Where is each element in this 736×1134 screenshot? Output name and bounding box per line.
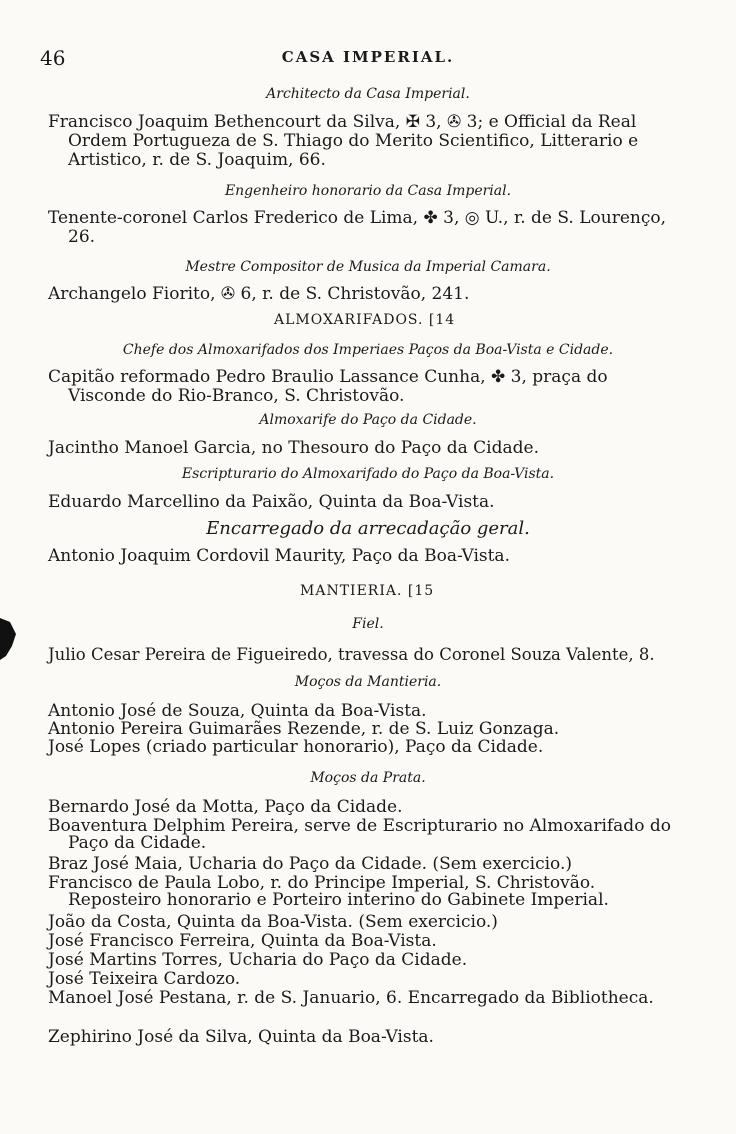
ink-blot-mark (0, 612, 16, 662)
heading-mantieria: MANTIERIA. [15 (300, 583, 435, 599)
entry-encarregado: Antonio Joaquim Cordovil Maurity, Paço da Boa-Vista. (48, 546, 510, 566)
page-number: 46 (40, 46, 66, 70)
section-title-engenheiro: Engenheiro honorario da Casa Imperial. (224, 183, 512, 199)
section-title-fiel: Fiel. (352, 616, 384, 632)
list-item: Boaventura Delphim Pereira, serve de Escripturario no Almoxarifado do Paço da Cidade. (48, 816, 671, 853)
list-item: Francisco de Paula Lobo, r. do Principe Imperial, S. Christovão. Reposteiro honorario e Porteiro interino do Gabinete Imperial. (48, 873, 609, 910)
entry-engenheiro: Tenente-coronel Carlos Frederico de Lima, ✤ 3, ◎ U., r. de S. Lourenço, 26. (48, 208, 667, 247)
heading-almoxarifados: ALMOXARIFADOS. [14 (274, 312, 456, 328)
entry-fiel: Julio Cesar Pereira de Figueiredo, travessa do Coronel Souza Valente, 8. (48, 645, 655, 664)
entry-almoxarife: Jacintho Manoel Garcia, no Thesouro do Paço da Cidade. (48, 438, 539, 458)
list-item: José Lopes (criado particular honorario), Paço da Cidade. (48, 737, 544, 757)
entry-chefe: Capitão reformado Pedro Braulio Lassance Cunha, ✤ 3, praça do Visconde do Rio-Branco, S. Christovão. (48, 367, 608, 406)
section-title-escripturario: Escripturario do Almoxarifado do Paço da Boa-Vista. (181, 466, 555, 482)
section-title-chefe: Chefe dos Almoxarifados dos Imperiaes Paços da Boa-Vista e Cidade. (122, 342, 614, 358)
list-item: Bernardo José da Motta, Paço da Cidade. (48, 797, 403, 817)
section-title-mocos-mantieria: Moços da Mantieria. (294, 674, 442, 690)
entry-mestre: Archangelo Fiorito, ✇ 6, r. de S. Christovão, 241. (48, 284, 470, 304)
list-item: José Teixeira Cardozo. (48, 969, 241, 989)
list-item: Manoel José Pestana, r. de S. Januario, 6. Encarregado da Bibliotheca. (48, 988, 654, 1008)
list-item: Antonio Pereira Guimarães Rezende, r. de S. Luiz Gonzaga. (48, 719, 560, 739)
section-title-mocos-prata: Moços da Prata. (310, 770, 426, 786)
list-item: Braz José Maia, Ucharia do Paço da Cidade. (Sem exercicio.) (48, 854, 573, 874)
list-item: Zephirino José da Silva, Quinta da Boa-Vista. (48, 1027, 434, 1047)
section-title-encarregado: Encarregado da arrecadação geral. (206, 518, 530, 539)
running-title: CASA IMPERIAL. (281, 48, 455, 66)
page-header (40, 46, 696, 72)
list-item: João da Costa, Quinta da Boa-Vista. (Sem exercicio.) (48, 912, 498, 932)
section-title-architeto: Architecto da Casa Imperial. (266, 86, 470, 102)
entry-escripturario: Eduardo Marcellino da Paixão, Quinta da Boa-Vista. (48, 492, 495, 512)
list-item: José Martins Torres, Ucharia do Paço da Cidade. (48, 950, 468, 970)
section-title-mestre: Mestre Compositor de Musica da Imperial Camara. (185, 259, 551, 275)
list-item: Antonio José de Souza, Quinta da Boa-Vista. (48, 701, 427, 721)
entry-architeto: Francisco Joaquim Bethencourt da Silva, ✠ 3, ✇ 3; e Official da Real Ordem Portugueza de S. Thiago do Merito Scientifico, Litterario e Artistico, r. de S. Joaquim, 66. (48, 112, 639, 170)
list-item: José Francisco Ferreira, Quinta da Boa-Vista. (48, 931, 437, 951)
section-title-almoxarife: Almoxarife do Paço da Cidade. (259, 412, 477, 428)
